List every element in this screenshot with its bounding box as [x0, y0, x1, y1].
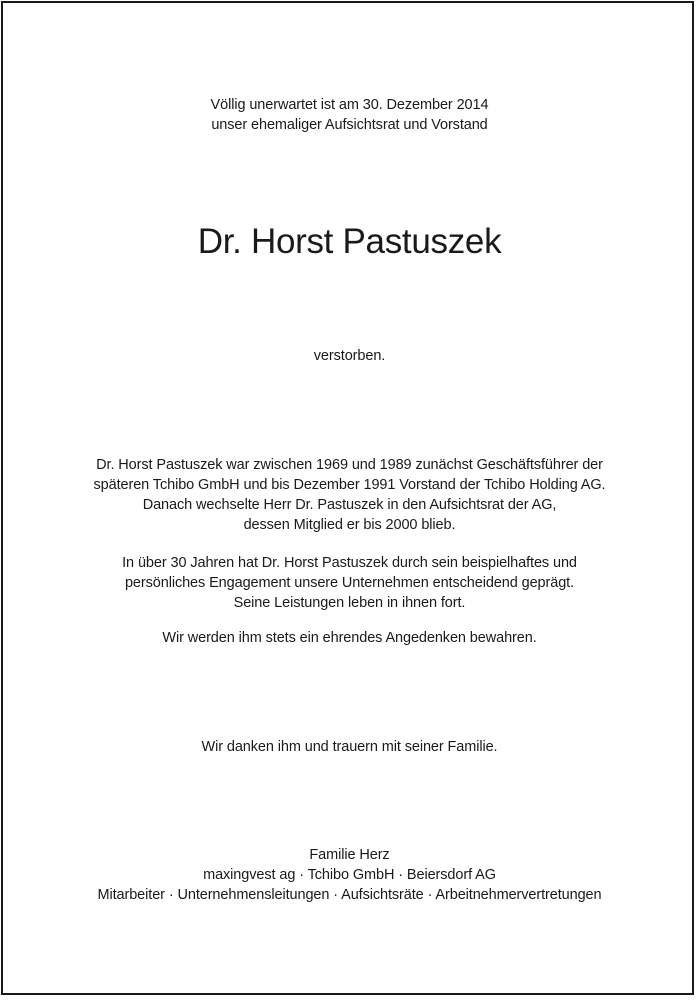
signature-family: Familie Herz [309, 847, 390, 863]
signature-groups: Mitarbeiter · Unternehmensleitungen · Aufsichtsräte · Arbeitnehmervertretungen [97, 887, 602, 903]
paragraph2-line-1: In über 30 Jahren hat Dr. Horst Pastuszek durch sein beispielhaftes und [122, 555, 577, 571]
intro-line-1: Völlig unerwartet ist am 30. Dezember 2014 [210, 97, 489, 113]
signature-companies: maxingvest ag · Tchibo GmbH · Beiersdorf AG [203, 867, 496, 883]
deceased-name: Dr. Horst Pastuszek [197, 222, 502, 261]
thanks-line: Wir danken ihm und trauern mit seiner Familie. [201, 739, 498, 755]
intro-line-2: unser ehemaliger Aufsichtsrat und Vorstand [211, 117, 488, 133]
paragraph1-line-3: Danach wechselte Herr Dr. Pastuszek in den Aufsichtsrat der AG, [142, 497, 557, 513]
paragraph1-line-4: dessen Mitglied er bis 2000 blieb. [243, 517, 456, 533]
paragraph2-line-2: persönliches Engagement unsere Unternehmen entscheidend geprägt. [124, 575, 575, 591]
paragraph1-line-1: Dr. Horst Pastuszek war zwischen 1969 und 1989 zunächst Geschäftsführer der [96, 457, 603, 473]
paragraph2-line-3: Seine Leistungen leben in ihnen fort. [233, 595, 466, 611]
paragraph3: Wir werden ihm stets ein ehrendes Angedenken bewahren. [162, 630, 537, 646]
paragraph1-line-2: späteren Tchibo GmbH und bis Dezember 1991 Vorstand der Tchibo Holding AG. [93, 477, 606, 493]
verstorben-text: verstorben. [313, 348, 386, 364]
